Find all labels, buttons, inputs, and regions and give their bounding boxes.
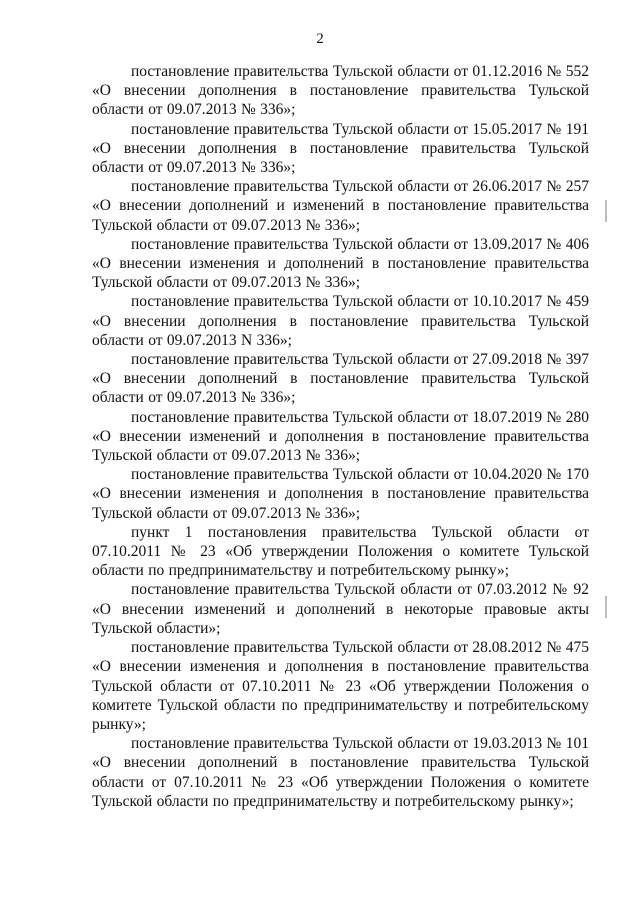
list-item: постановление правительства Тульской области от 28.08.2012 № 475 «О внесении изменения и дополнения в постановление правительства Тульской области от 07.10.2011 № 23 «Об утверждении Положения о комитете Тульской области по предпринимательству и потребительскому рынку»;	[92, 639, 589, 733]
document-body	[92, 62, 589, 811]
list-item: постановление правительства Тульской области от 27.09.2018 № 397 «О внесении дополнений в постановление правительства Тульской области от 09.07.2013 № 336»;	[92, 351, 589, 407]
list-item: постановление правительства Тульской области от 10.04.2020 № 170 «О внесении изменения и дополнения в постановление правительства Тульской области от 09.07.2013 № 336»;	[92, 466, 589, 522]
list-item: пункт 1 постановления правительства Тульской области от 07.10.2011 № 23 «Об утверждении Положения о комитете Тульской области по предпринимательству и потребительскому рынку»;	[92, 523, 589, 580]
list-item: постановление правительства Тульской области от 15.05.2017 № 191 «О внесении дополнения в постановление правительства Тульской области от 09.07.2013 № 336»;	[92, 120, 589, 177]
list-item: постановление правительства Тульской области от 07.03.2012 № 92 «О внесении изменений и дополнений в некоторые правовые акты Тульской области»;	[92, 581, 589, 637]
list-item: постановление правительства Тульской области от 18.07.2019 № 280 «О внесении изменений и дополнения в постановление правительства Тульской области от 09.07.2013 № 336»;	[92, 408, 589, 465]
list-item: постановление правительства Тульской области от 01.12.2016 № 552 «О внесении дополнения в постановление правительства Тульской области от 09.07.2013 № 336»;	[92, 63, 589, 119]
scan-margin-mark	[605, 200, 607, 222]
page-number: 2	[316, 31, 324, 47]
list-item: постановление правительства Тульской области от 26.06.2017 № 257 «О внесении дополнений и изменений в постановление правительства Тульской области от 09.07.2013 № 336»;	[92, 178, 589, 234]
list-item: постановление правительства Тульской области от 13.09.2017 № 406 «О внесении изменения и дополнений в постановление правительства Тульской области от 09.07.2013 № 336»;	[92, 235, 589, 292]
list-item: постановление правительства Тульской области от 19.03.2013 № 101 «О внесении дополнений в постановление правительства Тульской области от 07.10.2011 № 23 «Об утверждении Положения о комитете Тульской области по предпринимательству и потребительскому рынку»;	[92, 735, 589, 810]
list-item: постановление правительства Тульской области от 10.10.2017 № 459 «О внесении дополнения в постановление правительства Тульской области от 09.07.2013 N 336»;	[92, 293, 589, 349]
scan-margin-mark	[605, 596, 607, 618]
